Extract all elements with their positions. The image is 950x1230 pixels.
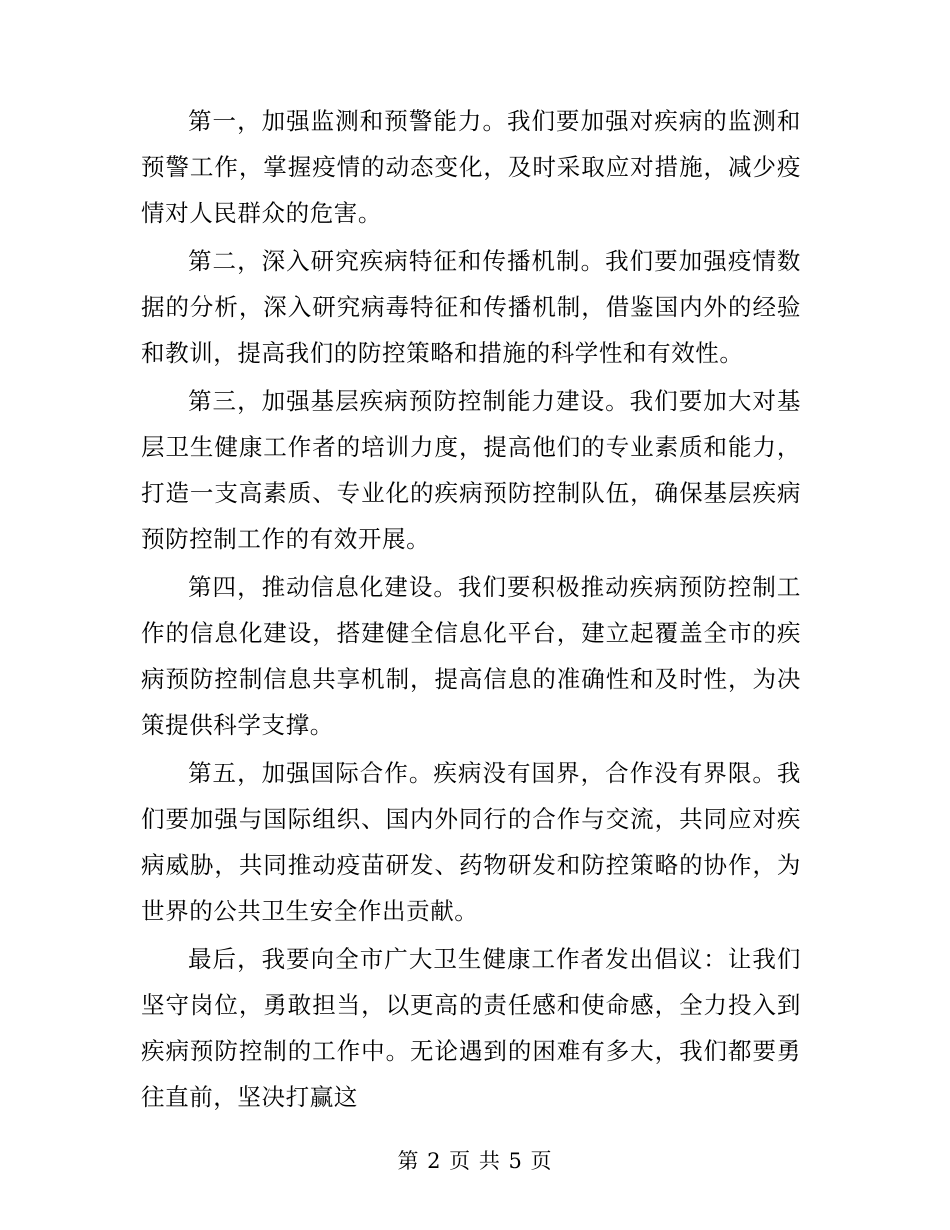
paragraph-5: 第五，加强国际合作。疾病没有国界，合作没有界限。我们要加强与国际组织、国内外同行的合作与交流，共同应对疾病威胁，共同推动疫苗研发、药物研发和防控策略的协作，为世界的公共卫生安全作出贡献。 [141, 759, 801, 925]
paragraph-4: 第四，推动信息化建设。我们要积极推动疾病预防控制工作的信息化建设，搭建健全信息化平台，建立起覆盖全市的疾病预防控制信息共享机制，提高信息的准确性和及时性，为决策提供科学支撑。 [141, 573, 801, 739]
paragraph-6: 最后，我要向全市广大卫生健康工作者发出倡议：让我们坚守岗位，勇敢担当，以更高的责任感和使命感，全力投入到疾病预防控制的工作中。无论遇到的困难有多大，我们都要勇往直前，坚决打赢这 [141, 945, 801, 1111]
paragraph-1: 第一，加强监测和预警能力。我们要加强对疾病的监测和预警工作，掌握疫情的动态变化，及时采取应对措施，减少疫情对人民群众的危害。 [141, 107, 801, 227]
page-number-label: 第 2 页 共 5 页 [397, 1149, 553, 1173]
document-body [141, 98, 801, 1122]
paragraph-3: 第三，加强基层疾病预防控制能力建设。我们要加大对基层卫生健康工作者的培训力度，提高他们的专业素质和能力，打造一支高素质、专业化的疾病预防控制队伍，确保基层疾病预防控制工作的有效开展。 [141, 387, 801, 553]
paragraph-2: 第二，深入研究疾病特征和传播机制。我们要加强疫情数据的分析，深入研究病毒特征和传播机制，借鉴国内外的经验和教训，提高我们的防控策略和措施的科学性和有效性。 [141, 247, 801, 367]
page-footer [0, 1146, 950, 1176]
